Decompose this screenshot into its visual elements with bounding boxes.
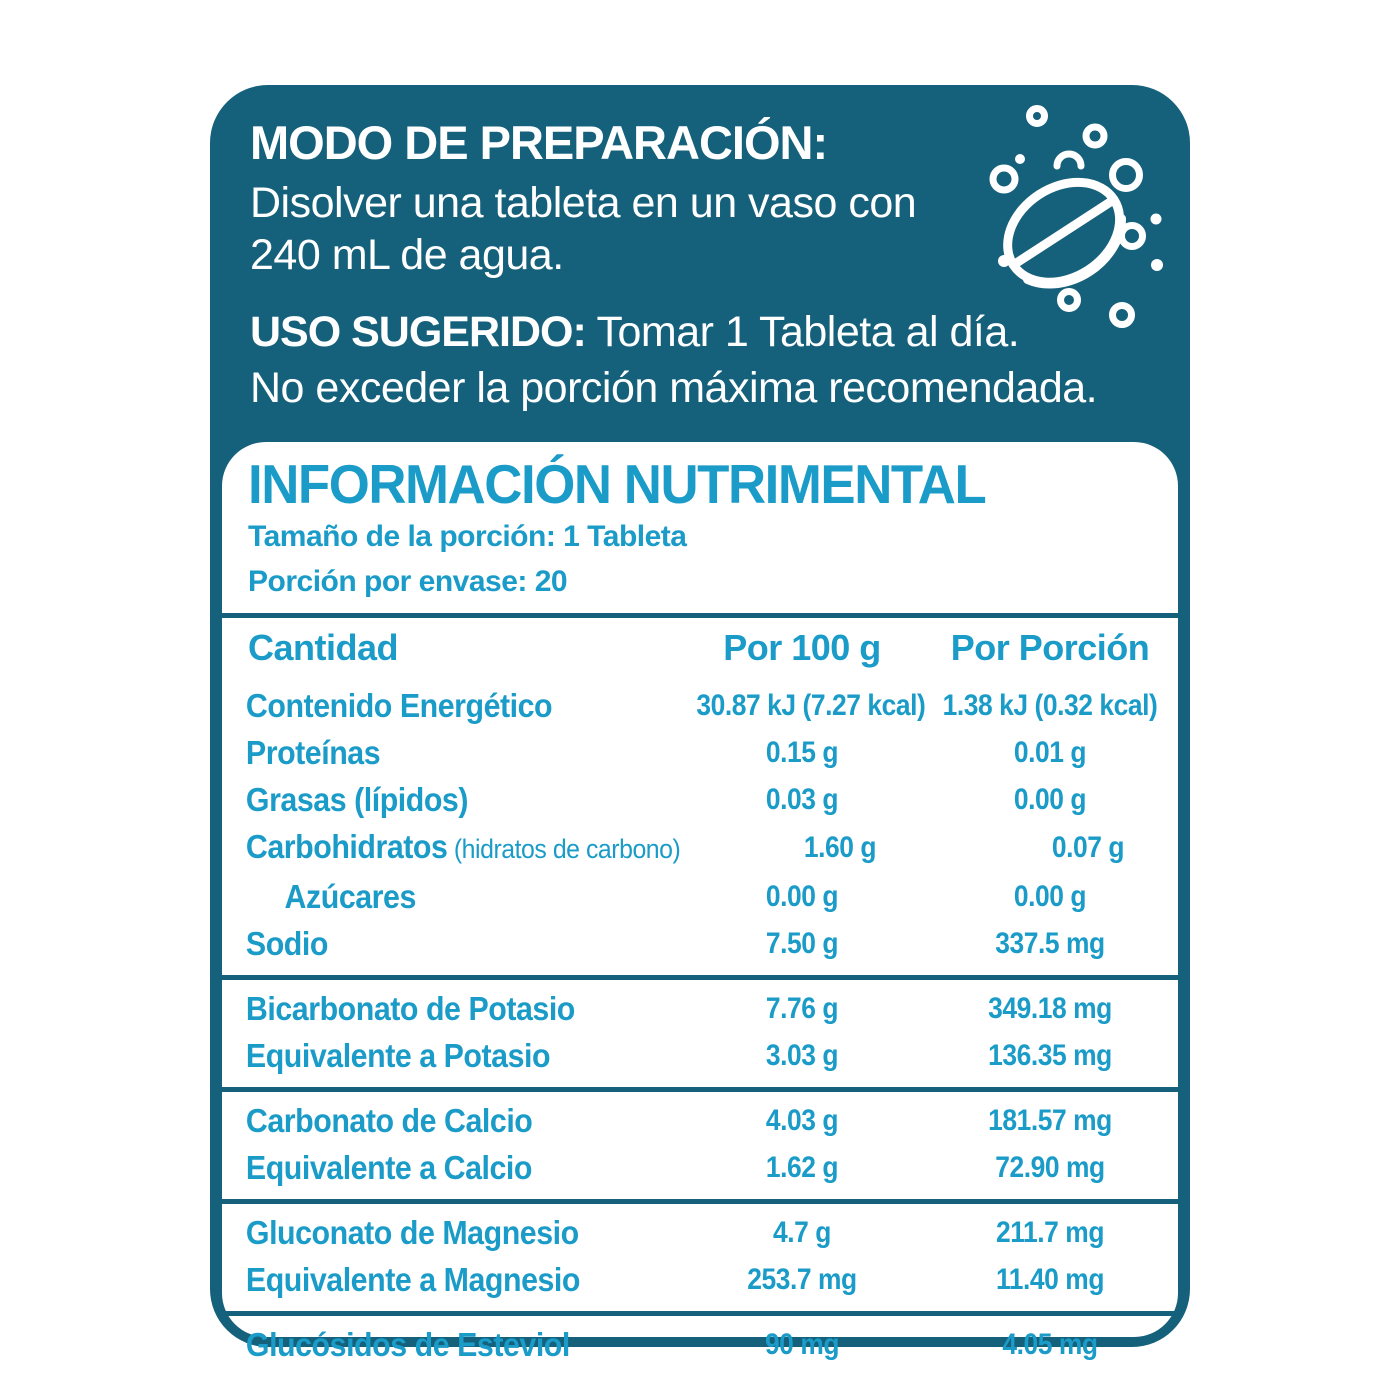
preparation-title: MODO DE PREPARACIÓN: xyxy=(250,116,828,169)
nutrient-label-note: (hidratos de carbono) xyxy=(447,833,681,864)
value-per-100g: 1.62 g xyxy=(765,1150,839,1184)
table-row xyxy=(222,1032,1178,1079)
suggested-use-text: Tomar 1 Tableta al día. xyxy=(585,308,1020,357)
nutrient-label: Equivalente a Magnesio xyxy=(245,1260,580,1298)
table-row xyxy=(222,1144,1178,1191)
nutrient-label: Carbohidratos (hidratos de carbono) xyxy=(245,827,681,865)
preparation-section xyxy=(210,85,1190,417)
preparation-instructions xyxy=(250,178,950,281)
value-per-100g: 90 mg xyxy=(764,1327,840,1361)
value-per-100g: 7.50 g xyxy=(765,926,839,960)
value-per-100g: 0.15 g xyxy=(765,735,839,769)
value-per-100g: 4.03 g xyxy=(765,1103,839,1137)
value-per-portion: 72.90 mg xyxy=(995,1150,1105,1184)
table-header-row xyxy=(222,618,1178,677)
value-per-100g: 30.87 kJ (7.27 kcal) xyxy=(696,688,926,722)
nutrition-title: INFORMACIÓN NUTRIMENTAL xyxy=(248,453,986,515)
value-per-portion: 211.7 mg xyxy=(995,1215,1105,1249)
effervescent-tablet-dissolving-icon xyxy=(976,99,1164,331)
nutrient-label: Equivalente a Calcio xyxy=(245,1148,532,1186)
table-row xyxy=(222,920,1178,967)
nutrient-label: Carbonato de Calcio xyxy=(245,1101,533,1139)
value-per-portion: 349.18 mg xyxy=(988,991,1112,1025)
value-per-portion: 337.5 mg xyxy=(995,926,1105,960)
value-per-portion: 11.40 mg xyxy=(995,1262,1105,1296)
value-per-100g: 253.7 mg xyxy=(747,1262,857,1296)
value-per-portion: 181.57 mg xyxy=(988,1103,1112,1137)
value-per-portion: 0.00 g xyxy=(1013,879,1087,913)
nutrient-label: Gluconato de Magnesio xyxy=(245,1213,579,1251)
suggested-use-label: USO SUGERIDO: xyxy=(250,308,586,357)
nutrition-table-body xyxy=(222,677,1178,1376)
value-per-100g: 4.7 g xyxy=(773,1215,831,1249)
nutrient-label: Azúcares xyxy=(284,877,416,915)
suggested-use-warning: No exceder la porción máxima recomendada. xyxy=(250,364,1098,413)
value-per-portion: 4.05 mg xyxy=(1002,1327,1098,1361)
nutrition-facts-box xyxy=(222,442,1178,1363)
nutrient-label: Contenido Energético xyxy=(245,686,553,724)
table-row xyxy=(222,1209,1178,1256)
column-header-quantity: Cantidad xyxy=(248,626,399,668)
preparation-instructions-line2: 240 mL de agua. xyxy=(250,230,564,279)
table-row xyxy=(222,985,1178,1032)
preparation-instructions-line1: Disolver una tableta en un vaso con xyxy=(250,179,917,227)
nutrient-label: Proteínas xyxy=(245,733,381,771)
nutrient-group xyxy=(222,677,1178,975)
table-row xyxy=(222,682,1178,729)
nutrient-label: Bicarbonato de Potasio xyxy=(245,989,575,1027)
nutrient-label: Equivalente a Potasio xyxy=(245,1036,551,1074)
column-header-per-100g: Por 100 g xyxy=(723,626,881,668)
table-row xyxy=(222,823,1178,873)
value-per-portion: 0.01 g xyxy=(1013,735,1087,769)
value-per-portion: 1.38 kJ (0.32 kcal) xyxy=(942,688,1158,722)
nutrient-label: Grasas (lípidos) xyxy=(245,780,469,818)
servings-per-container: Porción por envase: 20 xyxy=(248,564,568,598)
value-per-portion: 136.35 mg xyxy=(988,1038,1112,1072)
table-row xyxy=(222,776,1178,823)
column-header-per-portion: Por Porción xyxy=(950,626,1150,668)
table-row xyxy=(222,873,1178,920)
table-row xyxy=(222,1097,1178,1144)
table-row xyxy=(222,729,1178,776)
table-row xyxy=(222,1321,1178,1368)
value-per-100g: 1.60 g xyxy=(804,831,877,865)
value-per-100g: 3.03 g xyxy=(765,1038,839,1072)
value-per-100g: 0.03 g xyxy=(765,782,839,816)
label-card xyxy=(210,85,1190,1363)
table-row xyxy=(222,1256,1178,1303)
value-per-100g: 7.76 g xyxy=(765,991,839,1025)
nutrient-label: Sodio xyxy=(245,924,328,962)
value-per-portion: 0.07 g xyxy=(1052,831,1125,865)
nutrient-label: Glucósidos de Esteviol xyxy=(245,1325,570,1363)
serving-size: Tamaño de la porción: 1 Tableta xyxy=(248,519,687,553)
value-per-100g: 0.00 g xyxy=(765,879,839,913)
nutrient-group xyxy=(222,1204,1178,1311)
nutrient-group xyxy=(222,1092,1178,1199)
nutrient-group xyxy=(222,980,1178,1087)
value-per-portion: 0.00 g xyxy=(1013,782,1087,816)
nutrient-group xyxy=(222,1316,1178,1376)
